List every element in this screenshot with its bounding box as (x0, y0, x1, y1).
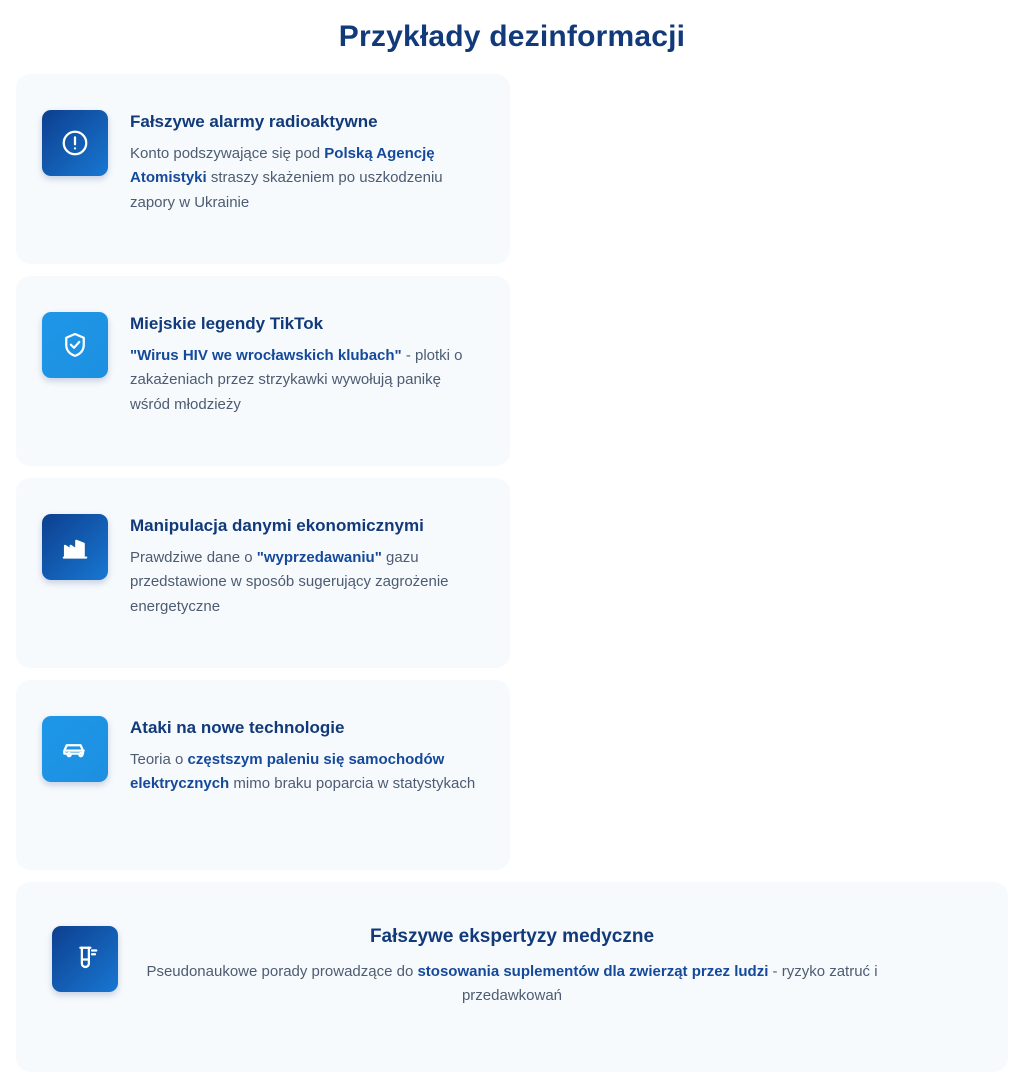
card-tiktok-urban-legends (16, 276, 510, 466)
card-fake-medical-expertise (16, 882, 1008, 1072)
card-title: Fałszywe alarmy radioaktywne (130, 112, 378, 131)
test-tube-icon (52, 926, 118, 992)
page-title: Przykłady dezinformacji (338, 20, 686, 53)
card-text: Prawdziwe dane o "wyprzedawaniu" gazu przedstawione w sposób sugerujący zagrożenie energetyczne (130, 549, 449, 615)
card-body (130, 110, 484, 215)
card-text: Pseudonaukowe porady prowadzące do stosowania suplementów dla zwierząt przez ludzi - ryzyko zatruć i przedawkowań (146, 963, 878, 1005)
card-economic-data-manipulation (16, 478, 510, 668)
card-body (130, 514, 484, 619)
shield-check-icon (42, 312, 108, 378)
card-text: "Wirus HIV we wrocławskich klubach" - plotki o zakażeniach przez strzykawki wywołują panikę wśród młodzieży (130, 347, 463, 413)
factory-chart-icon (42, 514, 108, 580)
alert-circle-icon (42, 110, 108, 176)
card-title: Fałszywe ekspertyzy medyczne (369, 926, 655, 947)
card-text: Konto podszywające się pod Polską Agencję Atomistyki straszy skażeniem po uszkodzeniu zapory w Ukrainie (130, 145, 443, 211)
card-body (130, 716, 484, 797)
cards-grid (16, 74, 1008, 1072)
card-title: Ataki na nowe technologie (130, 718, 345, 737)
card-fake-radioactive-alarms (16, 74, 510, 264)
wide-card-content (42, 912, 982, 1009)
card-text: Teoria o częstszym paleniu się samochodów elektrycznych mimo braku poparcia w statystykach (130, 751, 476, 793)
card-title: Manipulacja danymi ekonomicznymi (130, 516, 424, 535)
car-icon (42, 716, 108, 782)
card-body (130, 312, 484, 417)
card-attacks-on-new-technologies (16, 680, 510, 870)
card-title: Miejskie legendy TikTok (130, 314, 324, 333)
